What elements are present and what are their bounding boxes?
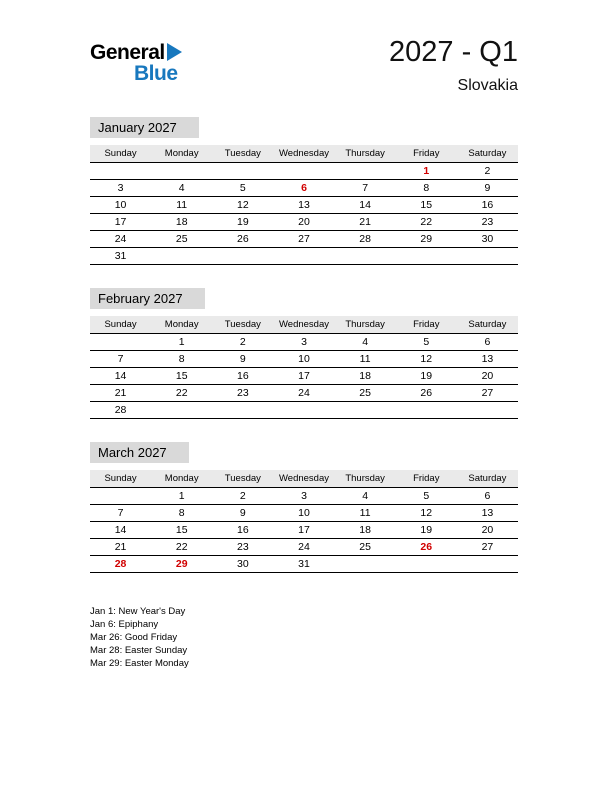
day-cell: 3 — [273, 334, 334, 351]
empty-cell — [273, 163, 334, 180]
day-cell: 17 — [273, 522, 334, 539]
day-cell: 31 — [90, 248, 151, 265]
day-cell: 19 — [396, 368, 457, 385]
week-row — [90, 163, 518, 180]
day-cell: 30 — [212, 556, 273, 573]
day-cell: 10 — [273, 351, 334, 368]
week-row — [90, 351, 518, 368]
day-cell: 19 — [212, 214, 273, 231]
day-header: Friday — [396, 470, 457, 488]
day-cell: 9 — [212, 351, 273, 368]
day-header: Tuesday — [212, 316, 273, 334]
day-header: Sunday — [90, 470, 151, 488]
page-header — [90, 34, 518, 95]
empty-cell — [90, 163, 151, 180]
day-header: Sunday — [90, 145, 151, 163]
week-row — [90, 522, 518, 539]
day-cell: 12 — [396, 505, 457, 522]
day-cell: 17 — [90, 214, 151, 231]
day-cell: 18 — [151, 214, 212, 231]
day-cell: 11 — [335, 505, 396, 522]
day-cell: 26 — [396, 385, 457, 402]
logo-triangle-icon — [167, 43, 182, 61]
day-cell: 10 — [90, 197, 151, 214]
day-cell: 2 — [457, 163, 518, 180]
day-header: Monday — [151, 145, 212, 163]
day-cell: 15 — [151, 522, 212, 539]
day-cell: 9 — [212, 505, 273, 522]
day-cell: 18 — [335, 522, 396, 539]
empty-cell — [396, 248, 457, 265]
day-header: Tuesday — [212, 145, 273, 163]
empty-cell — [457, 556, 518, 573]
day-header: Monday — [151, 470, 212, 488]
day-cell: 16 — [212, 522, 273, 539]
day-cell: 13 — [273, 197, 334, 214]
week-row — [90, 214, 518, 231]
day-cell: 28 — [335, 231, 396, 248]
empty-cell — [335, 248, 396, 265]
week-row — [90, 231, 518, 248]
day-cell: 1 — [151, 488, 212, 505]
month-grid — [90, 145, 518, 265]
day-cell: 31 — [273, 556, 334, 573]
holiday-note: Jan 1: New Year's Day — [90, 606, 186, 617]
logo-text-general: General — [90, 41, 165, 64]
day-cell: 6 — [273, 180, 334, 197]
day-cell: 20 — [273, 214, 334, 231]
day-cell: 14 — [335, 197, 396, 214]
day-cell: 2 — [212, 334, 273, 351]
month-february — [90, 288, 518, 419]
empty-cell — [335, 556, 396, 573]
day-cell: 1 — [396, 163, 457, 180]
week-row — [90, 180, 518, 197]
day-cell: 7 — [90, 505, 151, 522]
empty-cell — [335, 402, 396, 419]
country-label: Slovakia — [457, 77, 518, 94]
day-cell: 21 — [90, 539, 151, 556]
day-cell: 26 — [396, 539, 457, 556]
day-cell: 5 — [396, 488, 457, 505]
empty-cell — [335, 163, 396, 180]
month-march — [90, 442, 518, 573]
day-cell: 7 — [335, 180, 396, 197]
day-cell: 24 — [273, 385, 334, 402]
day-header: Sunday — [90, 316, 151, 334]
empty-cell — [151, 163, 212, 180]
months-container — [90, 117, 518, 573]
week-row — [90, 334, 518, 351]
day-cell: 24 — [90, 231, 151, 248]
day-cell: 25 — [335, 539, 396, 556]
day-cell: 27 — [273, 231, 334, 248]
day-cell: 11 — [335, 351, 396, 368]
empty-cell — [212, 163, 273, 180]
holiday-note: Mar 29: Easter Monday — [90, 658, 189, 669]
day-cell: 20 — [457, 368, 518, 385]
day-cell: 25 — [151, 231, 212, 248]
empty-cell — [457, 248, 518, 265]
day-cell: 8 — [151, 351, 212, 368]
week-row — [90, 402, 518, 419]
day-cell: 5 — [212, 180, 273, 197]
day-cell: 7 — [90, 351, 151, 368]
day-cell: 30 — [457, 231, 518, 248]
day-cell: 6 — [457, 334, 518, 351]
day-cell: 23 — [212, 385, 273, 402]
day-cell: 4 — [335, 488, 396, 505]
week-row — [90, 488, 518, 505]
day-cell: 26 — [212, 231, 273, 248]
day-cell: 16 — [457, 197, 518, 214]
month-title: March 2027 — [90, 442, 189, 463]
day-cell: 5 — [396, 334, 457, 351]
holiday-note: Mar 28: Easter Sunday — [90, 645, 188, 656]
month-title: January 2027 — [90, 117, 199, 138]
week-row — [90, 197, 518, 214]
day-cell: 23 — [212, 539, 273, 556]
empty-cell — [151, 402, 212, 419]
day-header: Saturday — [457, 145, 518, 163]
day-header: Wednesday — [273, 470, 334, 488]
empty-cell — [273, 402, 334, 419]
day-cell: 28 — [90, 556, 151, 573]
day-cell: 14 — [90, 368, 151, 385]
day-cell: 3 — [273, 488, 334, 505]
day-header: Saturday — [457, 316, 518, 334]
day-cell: 18 — [335, 368, 396, 385]
day-cell: 12 — [396, 351, 457, 368]
month-title: February 2027 — [90, 288, 205, 309]
day-cell: 13 — [457, 351, 518, 368]
day-cell: 15 — [396, 197, 457, 214]
day-header: Thursday — [335, 145, 396, 163]
day-cell: 29 — [396, 231, 457, 248]
month-january — [90, 117, 518, 265]
day-cell: 27 — [457, 385, 518, 402]
day-header: Friday — [396, 316, 457, 334]
day-cell: 22 — [396, 214, 457, 231]
day-cell: 12 — [212, 197, 273, 214]
empty-cell — [212, 248, 273, 265]
month-grid — [90, 470, 518, 573]
day-cell: 4 — [151, 180, 212, 197]
empty-cell — [151, 248, 212, 265]
day-cell: 9 — [457, 180, 518, 197]
empty-cell — [396, 556, 457, 573]
day-cell: 16 — [212, 368, 273, 385]
week-row — [90, 385, 518, 402]
day-header: Thursday — [335, 470, 396, 488]
logo-text-blue: Blue — [134, 62, 178, 85]
day-cell: 11 — [151, 197, 212, 214]
title-block — [389, 34, 518, 95]
day-cell: 22 — [151, 385, 212, 402]
logo-word-general — [90, 42, 182, 63]
empty-cell — [457, 402, 518, 419]
empty-cell — [90, 488, 151, 505]
day-cell: 27 — [457, 539, 518, 556]
week-row — [90, 539, 518, 556]
day-cell: 19 — [396, 522, 457, 539]
empty-cell — [90, 334, 151, 351]
day-header: Wednesday — [273, 145, 334, 163]
day-cell: 1 — [151, 334, 212, 351]
day-header: Wednesday — [273, 316, 334, 334]
holiday-note: Jan 6: Epiphany — [90, 619, 159, 630]
day-header: Friday — [396, 145, 457, 163]
day-cell: 13 — [457, 505, 518, 522]
day-cell: 21 — [90, 385, 151, 402]
day-cell: 17 — [273, 368, 334, 385]
day-cell: 6 — [457, 488, 518, 505]
day-header: Tuesday — [212, 470, 273, 488]
day-cell: 4 — [335, 334, 396, 351]
day-cell: 3 — [90, 180, 151, 197]
week-row — [90, 505, 518, 522]
day-cell: 8 — [151, 505, 212, 522]
holiday-notes-list — [90, 605, 518, 670]
day-header: Thursday — [335, 316, 396, 334]
day-cell: 24 — [273, 539, 334, 556]
day-cell: 2 — [212, 488, 273, 505]
day-cell: 22 — [151, 539, 212, 556]
week-row — [90, 248, 518, 265]
day-cell: 10 — [273, 505, 334, 522]
week-row — [90, 368, 518, 385]
day-cell: 21 — [335, 214, 396, 231]
empty-cell — [396, 402, 457, 419]
general-blue-logo — [90, 34, 182, 84]
day-header: Monday — [151, 316, 212, 334]
empty-cell — [212, 402, 273, 419]
quarter-title: 2027 - Q1 — [389, 36, 518, 68]
day-cell: 25 — [335, 385, 396, 402]
week-row — [90, 556, 518, 573]
day-cell: 8 — [396, 180, 457, 197]
month-grid — [90, 316, 518, 419]
day-header: Saturday — [457, 470, 518, 488]
day-cell: 28 — [90, 402, 151, 419]
day-cell: 14 — [90, 522, 151, 539]
day-cell: 15 — [151, 368, 212, 385]
day-cell: 29 — [151, 556, 212, 573]
day-cell: 23 — [457, 214, 518, 231]
empty-cell — [273, 248, 334, 265]
holiday-note: Mar 26: Good Friday — [90, 632, 178, 643]
day-cell: 20 — [457, 522, 518, 539]
